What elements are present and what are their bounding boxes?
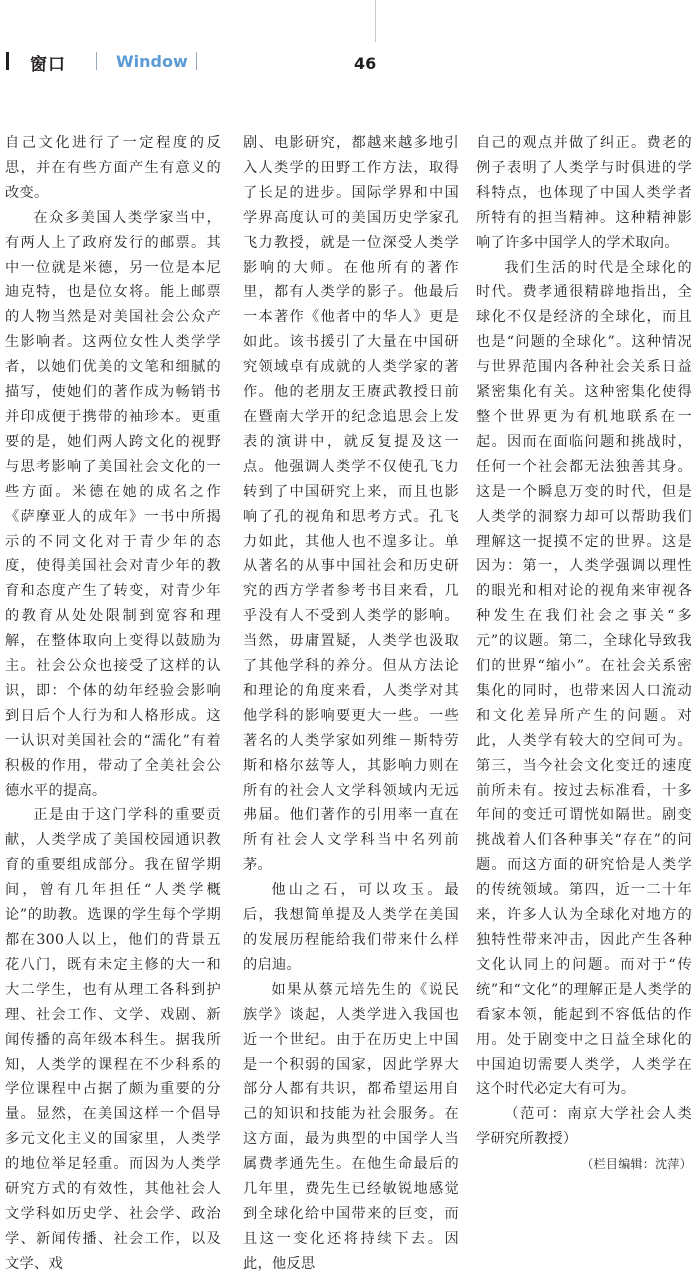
paragraph: 他山之石，可以攻玉。最后，我想简单提及人类学在美国的发展历程能给我们带来什么样的启迪。	[243, 882, 459, 973]
article-column-3	[476, 131, 692, 1177]
article-column-2	[243, 131, 459, 1277]
section-title-en: Window	[116, 52, 188, 71]
article-column-1	[5, 131, 221, 1277]
paragraph: 自己的观点并做了纠正。费老的例子表明了人类学与时俱进的学科特点，也体现了中国人类学者所特有的担当精神。这种精神影响了许多中国学人的学术取向。	[476, 135, 692, 251]
page-divider-line	[375, 0, 376, 42]
section-title-cn: 窗口	[30, 55, 66, 75]
author-signature: （范可：南京大学社会人类学研究所教授）	[476, 1106, 692, 1148]
paragraph: 如果从蔡元培先生的《说民族学》谈起，人类学进入我国也近一个世纪。由于在历史上中国是一个积弱的国家，因此学界大部分人都有共识，都希望运用自己的知识和技能为社会服务。在这方面，最为典型的中国学人当属费孝通先生。在他生命最后的几年里，费先生已经敏锐地感觉到全球化给中国带来的巨变，而且这一变化还将持续下去。因此，他反思	[243, 981, 459, 1272]
header-separator	[96, 52, 97, 70]
paragraph: 剧、电影研究，都越来越多地引入人类学的田野工作方法，取得了长足的进步。国际学界和中国学界高度认可的美国历史学家孔飞力教授，就是一位深受人类学影响的大师。在他所有的著作里，都有人类学的影子。他最后一本著作《他者中的华人》更是如此。该书援引了大量在中国研究领域卓有成就的人类学家的著作。他的老朋友王赓武教授日前在暨南大学开的纪念追思会上发表的演讲中，就反复提及这一点。他强调人类学不仅使孔飞力转到了中国研究上来，而且也影响了孔的视角和思考方式。孔飞力如此，其他人也不遑多让。单从著名的从事中国社会和历史研究的西方学者参考书目来看，几乎没有人不受到人类学的影响。当然，毋庸置疑，人类学也汲取了其他学科的养分。但从方法论和理论的角度来看，人类学对其他学科的影响要更大一些。一些著名的人类学家如列维－斯特劳斯和格尔兹等人，其影响力则在所有的社会人文学科领域内无远弗届。他们著作的引用率一直在所有社会人文学科当中名列前茅。	[243, 135, 459, 874]
page-number: 46	[354, 54, 377, 73]
paragraph: 自己文化进行了一定程度的反思，并在有些方面产生有意义的改变。	[5, 135, 221, 201]
paragraph: 正是由于这门学科的重要贡献，人类学成了美国校园通识教育的重要组成部分。我在留学期间，曾有几年担任“人类学概论”的助教。选课的学生每个学期都在300人以上，他们的背景五花八门，既有未定主修的大一和大二学生，也有从理工各科到护理、社会工作、文学、戏剧、新闻传播的高年级本科生。据我所知，人类学的课程在不少科系的学位课程中占据了颇为重要的分量。显然，在美国这样一个倡导多元文化主义的国家里，人类学的地位举足轻重。而因为人类学研究方式的有效性，其他社会人文学科如历史学、社会学、政治学、新闻传播、社会工作，以及文学、戏	[5, 807, 221, 1272]
paragraph: 在众多美国人类学家当中，有两人上了政府发行的邮票。其中一位就是米德，另一位是本尼迪克特，也是位女将。能上邮票的人物当然是对美国社会公众产生影响者。这两位女性人类学学者，以她们优美的文笔和细腻的描写，使她们的著作成为畅销书并印成便于携带的袖珍本。更重要的是，她们两人跨文化的视野与思考影响了美国社会文化的一些方面。米德在她的成名之作《萨摩亚人的成年》一书中所揭示的不同文化对于青少年的态度，使得美国社会对青少年的教育和态度产生了转变，对青少年的教育从处处限制到宽容和理解，在整体取向上变得以鼓励为主。社会公众也接受了这样的认识，即：个体的幼年经验会影响到日后个人行为和人格形成。这一认识对美国社会的“濡化”有着积极的作用，带动了全美社会公德水平的提高。	[5, 209, 221, 799]
page-header	[0, 0, 700, 120]
header-bar	[6, 52, 9, 70]
paragraph: 我们生活的时代是全球化的时代。费孝通很精辟地指出，全球化不仅是经济的全球化，而且也是“问题的全球化”。这种情况与世界范围内各种社会关系日益紧密集化有关。这种密集化使得整个世界更为有机地联系在一起。因而在面临问题和挑战时，任何一个社会都无法独善其身。这是一个瞬息万变的时代，但是人类学的洞察力却可以帮助我们理解这一捉摸不定的世界。这是因为：第一，人类学强调以理性的眼光和相对论的视角来审视各种发生在我们社会之事关“多元”的议题。第二，全球化导致我们的世界“缩小”。在社会关系密集化的同时，也带来因人口流动和文化差异所产生的问题。对此，人类学有较大的空间可为。第三，当今社会文化变迁的速度前所未有。按过去标准看，十多年间的变迁可谓恍如隔世。剧变挑战着人们各种事关“存在”的问题。而这方面的研究恰是人类学的传统领域。第四，近一二十年来，许多人认为全球化对地方的独特性带来冲击，因此产生各种文化认同上的问题。而对于“传统”和“文化”的理解正是人类学的看家本领，能起到不容低估的作用。处于剧变中之日益全球化的中国迫切需要人类学，人类学在这个时代必定大有可为。	[476, 259, 692, 1098]
header-separator	[196, 52, 197, 70]
editor-note: （栏目编辑：沈萍）	[581, 1157, 692, 1172]
